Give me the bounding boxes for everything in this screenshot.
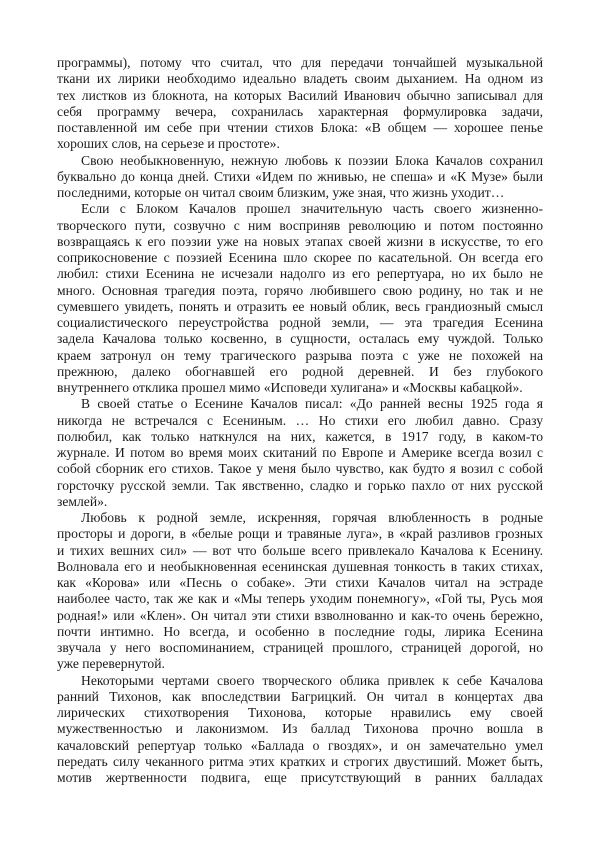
paragraph (57, 153, 543, 202)
text-line: творческого пути, созвучно с ним восприняв революцию и потом постоянно (57, 217, 543, 233)
text-line: хороших слов, на серьезе и простоте». (57, 136, 280, 152)
paragraph (57, 396, 543, 510)
text-line: лирических стихотворения Тихонова, которые нравились ему своей (57, 705, 543, 720)
text-line: почти интимно. Но всегда, и особенно в последние годы, лирика Есенина (57, 623, 543, 639)
text-line: звучала у него воспоминанием, страницей прошлого, страницей дорогой, но (57, 640, 543, 655)
text-line: собой сборник его стихов. Такое у меня было чувство, как будто я возил с собой (57, 461, 543, 477)
text-line: ткани их лирики необходимо идеально владеть своим дыханием. На одном из (57, 71, 543, 87)
text-line: любил: стихи Есенина не исчезали надолго из его репертуара, но их было не (57, 266, 543, 282)
text-line: себя программу вечера, сохранилась характерная формулировка задачи, (57, 103, 543, 119)
text-line: последними, которые он читал своим близким, уже зная, что жизнь уходит… (57, 185, 505, 200)
text-line: Свою необыкновенную, нежную любовь к поэзии Блока Качалов сохранил (81, 152, 543, 168)
text-line: социалистического переустройства родной земли, — эта трагедия Есенина (57, 315, 543, 330)
paragraph (57, 673, 543, 787)
text-line: просторы и дороги, в «белые рощи и травяные луга», в «край разливов грозных (57, 526, 543, 542)
text-line: Любовь к родной земле, искренняя, горячая влюбленность в родные (81, 510, 543, 525)
text-line: и тихих вешних сил» — вот что больше всего привлекало Качалова к Есенину. (57, 542, 543, 558)
text-line: уже перевернутой. (57, 656, 165, 672)
text-line: возвращаясь к его поэзии уже на новых этапах своей жизни в искусстве, то его (57, 233, 543, 249)
text-line: краем затронул он тему трагического разрыва поэта с уже не похожей на (57, 347, 543, 363)
text-line: тех листков из блокнота, на которых Василий Иванович обычно записывал для (57, 87, 543, 103)
text-line: мужественностью и лаконизмом. Из баллад Тихонова прочно вошла в (57, 721, 543, 737)
text-line: буквально до конца дней. Стихи «Идем по жнивью, не спеша» и «К Музе» были (57, 168, 543, 184)
text-line: соприкосновение с поэзией Есенина шло скорее по касательной. Он всегда его (57, 250, 543, 265)
text-line: Некоторыми чертами своего творческого облика привлек к себе Качалова (81, 672, 543, 688)
text-line: как «Корова» или «Песнь о собаке». Эти стихи Качалов читал на эстраде (57, 575, 543, 590)
text-line: мотив жертвенности подвига, еще присутствующий в ранних балладах (57, 770, 543, 785)
text-line: поставленной им себе при чтении стихов Блока: «В общем — хорошее пенье (57, 120, 543, 135)
text-line: сумевшего увидеть, понять и отразить ее новый облик, весь грандиозный смысл (57, 298, 543, 314)
text-line: много. Основная трагедия поэта, горячо любившего свою родину, но так и не (57, 282, 543, 298)
document-page (57, 55, 543, 786)
text-line: задела Качалова только косвенно, в сущности, осталась ему чуждой. Только (57, 331, 543, 347)
text-line: землей». (57, 493, 108, 509)
text-line: ранний Тихонов, как впоследствии Багрицкий. Он читал в концертах два (57, 688, 543, 704)
text-line: горсточку русской земли. Так явственно, сладко и горько пахло от них русской (57, 477, 543, 493)
text-line: наиболее часто, так же как и «Мы теперь уходим понемногу», «Гой ты, Русь моя (57, 591, 543, 607)
text-line: Если с Блоком Качалов прошел значительную часть своего жизненно- (81, 201, 543, 217)
text-line: Волновала его и необыкновенная есенинская душевная тонкость в таких стихах, (57, 558, 543, 574)
text-line: прежнюю, далеко обогнавшей его родной деревней. И без глубокого (57, 363, 543, 379)
paragraph (57, 201, 543, 396)
text-line: полюбил, как только наткнулся на них, кажется, в 1917 году, в каком-то (57, 428, 543, 444)
text-line: журнале. И потом во время моих скитаний по Европе и Америке всегда возил с (57, 445, 543, 460)
text-line: никогда не встречался с Есениным. … Но стихи его любил давно. Сразу (57, 412, 543, 428)
text-line: передать силу чеканного ритма этих кратких и строгих двустиший. Может быть, (57, 753, 543, 769)
text-line: качаловский репертуар только «Баллада о гвоздях», и он замечательно умел (57, 737, 543, 753)
text-line: В своей статье о Есенине Качалов писал: «До ранней весны 1925 года я (81, 396, 543, 412)
text-line: внутреннего отклика прошел мимо «Исповеди хулигана» и «Москвы кабацкой». (57, 380, 523, 395)
paragraph (57, 55, 543, 153)
paragraph (57, 510, 543, 673)
text-line: программы), потому что считал, что для передачи тончайшей музыкальной (57, 55, 543, 70)
text-line: родная!» или «Клен». Он читал эти стихи взволнованно и как-то очень бережно, (57, 607, 543, 623)
